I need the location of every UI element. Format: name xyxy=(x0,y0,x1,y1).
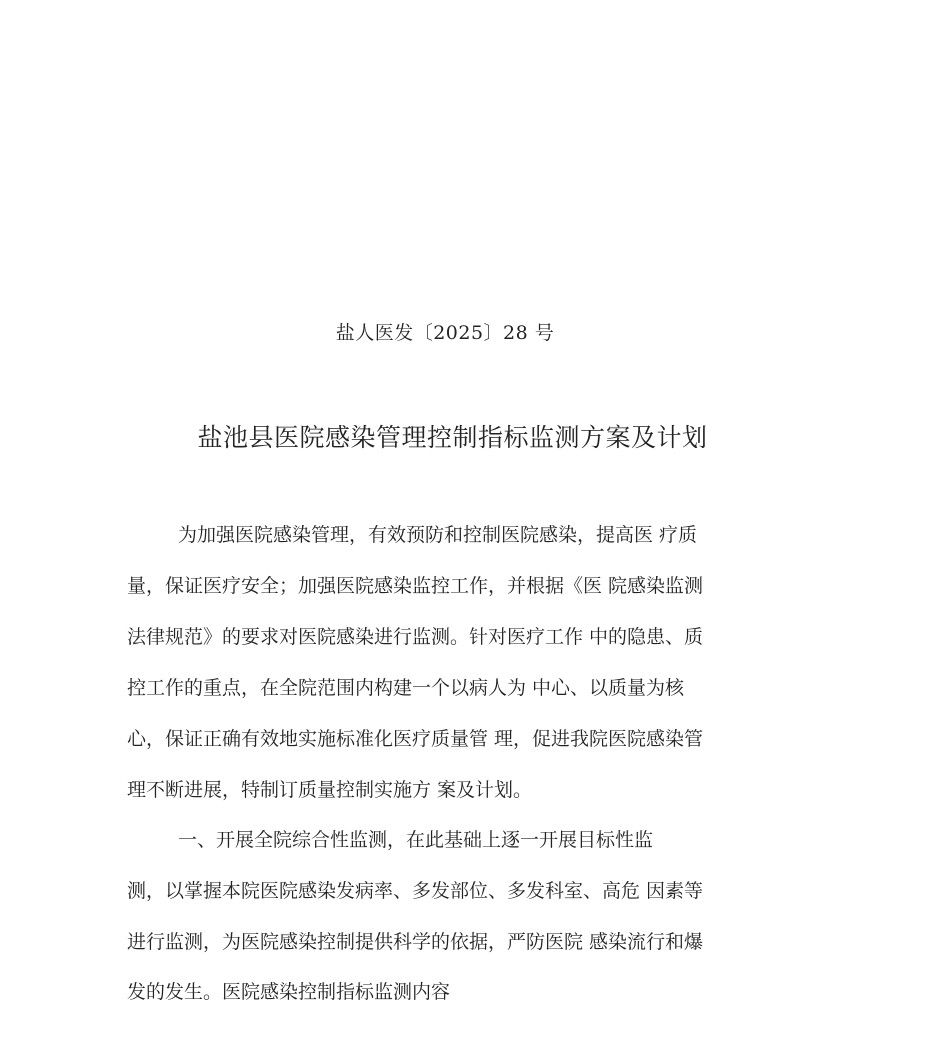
paragraph-1-line-2: 量，保证医疗安全；加强医院感染监控工作，并根据《医 院感染监测 xyxy=(127,575,704,597)
paragraph-2-line-4: 发的发生。医院感染控制指标监测内容 xyxy=(127,981,451,1003)
paragraph-1-line-1: 为加强医院感染管理，有效预防和控制医院感染，提高医 疗质 xyxy=(178,524,698,546)
paragraph-2-line-1: 一、开展全院综合性监测，在此基础上逐一开展目标性监 xyxy=(178,829,654,851)
paragraph-1-line-6: 理不断进展，特制订质量控制实施方 案及计划。 xyxy=(127,779,533,801)
paragraph-2-line-2: 测，以掌握本院医院感染发病率、多发部位、多发科室、高危 因素等 xyxy=(127,880,704,902)
paragraph-1-line-5: 心，保证正确有效地实施标准化医疗质量管 理，促进我院医院感染管 xyxy=(127,728,704,750)
paragraph-2-line-3: 进行监测，为医院感染控制提供科学的依据，严防医院 感染流行和爆 xyxy=(127,931,704,953)
paragraph-1-line-4: 控工作的重点，在全院范围内构建一个以病人为 中心、以质量为核 xyxy=(127,677,685,699)
document-title: 盐池县医院感染管理控制指标监测方案及计划 xyxy=(197,423,708,452)
document-number: 盐人医发〔2025〕28 号 xyxy=(335,322,555,344)
paragraph-1-line-3: 法律规范》的要求对医院感染进行监测。针对医疗工作 中的隐患、质 xyxy=(127,626,704,648)
